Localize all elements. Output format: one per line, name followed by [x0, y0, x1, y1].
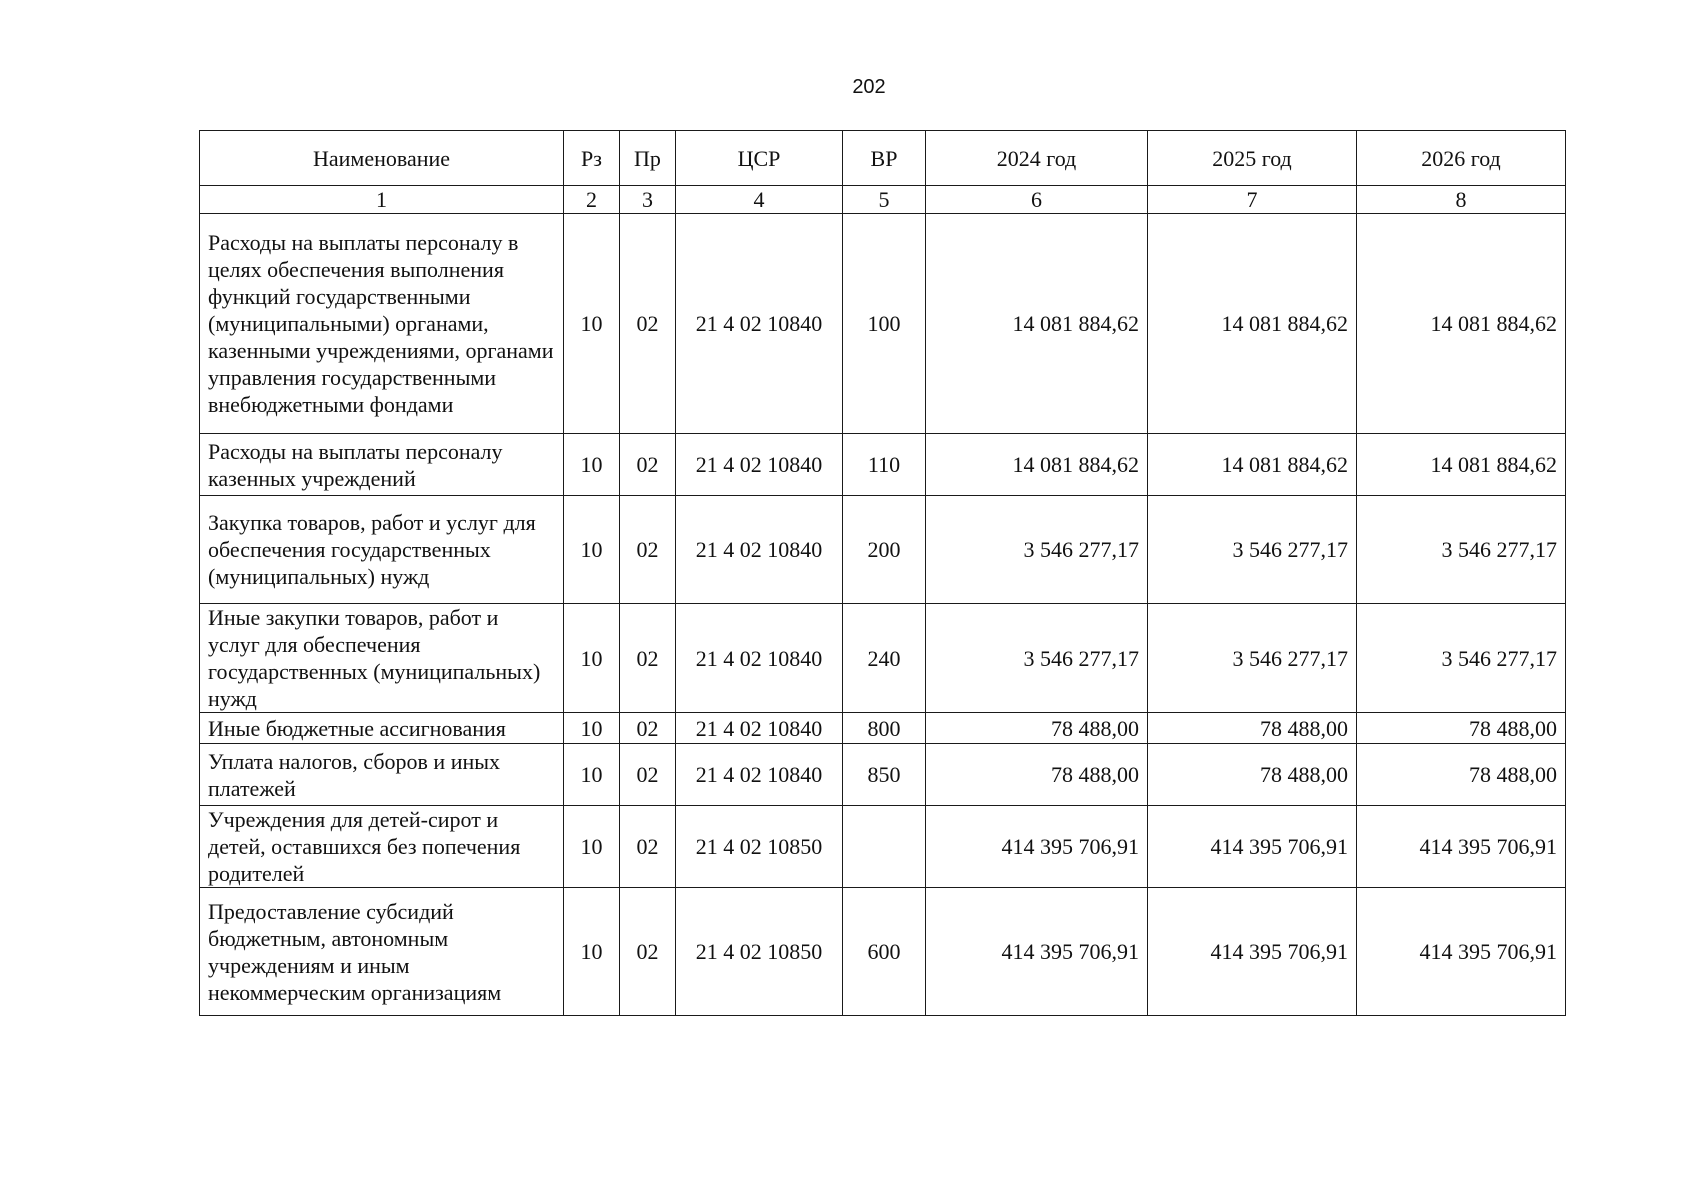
header-vr: ВР	[843, 131, 926, 186]
row-2026: 78 488,00	[1357, 744, 1566, 806]
header-2025: 2025 год	[1148, 131, 1357, 186]
row-vr	[843, 806, 926, 888]
row-name: Закупка товаров, работ и услуг для обеспечения государственных (муниципальных) нужд	[200, 496, 564, 604]
row-2026: 414 395 706,91	[1357, 888, 1566, 1016]
row-2025: 414 395 706,91	[1148, 806, 1357, 888]
row-rz: 10	[564, 888, 620, 1016]
table-row	[200, 434, 1566, 496]
row-2024: 3 546 277,17	[926, 496, 1148, 604]
row-rz: 10	[564, 214, 620, 434]
row-name: Иные закупки товаров, работ и услуг для обеспечения государственных (муниципальных) нужд	[200, 604, 564, 713]
table-row	[200, 888, 1566, 1016]
table-row	[200, 214, 1566, 434]
row-vr: 800	[843, 713, 926, 744]
budget-table	[199, 130, 1566, 1016]
row-rz: 10	[564, 806, 620, 888]
row-name: Иные бюджетные ассигнования	[200, 713, 564, 744]
header-rz: Рз	[564, 131, 620, 186]
row-csr: 21 4 02 10840	[676, 713, 843, 744]
row-pr: 02	[620, 496, 676, 604]
row-pr: 02	[620, 806, 676, 888]
row-vr: 850	[843, 744, 926, 806]
row-rz: 10	[564, 744, 620, 806]
row-2024: 14 081 884,62	[926, 214, 1148, 434]
row-vr: 600	[843, 888, 926, 1016]
column-number: 3	[620, 186, 676, 214]
header-2024: 2024 год	[926, 131, 1148, 186]
header-row	[200, 131, 1566, 186]
row-2025: 78 488,00	[1148, 744, 1357, 806]
row-2024: 14 081 884,62	[926, 434, 1148, 496]
column-number: 2	[564, 186, 620, 214]
row-2025: 78 488,00	[1148, 713, 1357, 744]
row-vr: 110	[843, 434, 926, 496]
row-vr: 240	[843, 604, 926, 713]
header-2026: 2026 год	[1357, 131, 1566, 186]
row-2026: 414 395 706,91	[1357, 806, 1566, 888]
header-csr: ЦСР	[676, 131, 843, 186]
row-csr: 21 4 02 10840	[676, 744, 843, 806]
row-rz: 10	[564, 713, 620, 744]
row-2026: 3 546 277,17	[1357, 496, 1566, 604]
row-pr: 02	[620, 744, 676, 806]
row-name: Расходы на выплаты персоналу казенных учреждений	[200, 434, 564, 496]
row-rz: 10	[564, 434, 620, 496]
row-csr: 21 4 02 10840	[676, 496, 843, 604]
row-2025: 3 546 277,17	[1148, 496, 1357, 604]
row-pr: 02	[620, 888, 676, 1016]
column-number: 4	[676, 186, 843, 214]
row-2026: 14 081 884,62	[1357, 214, 1566, 434]
row-pr: 02	[620, 604, 676, 713]
page-number: 202	[852, 76, 886, 98]
row-2025: 414 395 706,91	[1148, 888, 1357, 1016]
row-2025: 14 081 884,62	[1148, 434, 1357, 496]
row-2024: 78 488,00	[926, 713, 1148, 744]
row-csr: 21 4 02 10840	[676, 214, 843, 434]
column-number-row	[200, 186, 1566, 214]
table-row	[200, 744, 1566, 806]
row-name: Уплата налогов, сборов и иных платежей	[200, 744, 564, 806]
row-2025: 3 546 277,17	[1148, 604, 1357, 713]
column-number: 8	[1357, 186, 1566, 214]
row-2026: 78 488,00	[1357, 713, 1566, 744]
table-row	[200, 496, 1566, 604]
table-row	[200, 806, 1566, 888]
row-2025: 14 081 884,62	[1148, 214, 1357, 434]
row-2026: 3 546 277,17	[1357, 604, 1566, 713]
column-number: 5	[843, 186, 926, 214]
row-2024: 414 395 706,91	[926, 888, 1148, 1016]
row-2024: 78 488,00	[926, 744, 1148, 806]
row-csr: 21 4 02 10840	[676, 604, 843, 713]
row-pr: 02	[620, 713, 676, 744]
row-name: Предоставление субсидий бюджетным, автономным учреждениям и иным некоммерческим организациям	[200, 888, 564, 1016]
row-csr: 21 4 02 10840	[676, 434, 843, 496]
row-2024: 3 546 277,17	[926, 604, 1148, 713]
row-pr: 02	[620, 214, 676, 434]
row-2024: 414 395 706,91	[926, 806, 1148, 888]
row-pr: 02	[620, 434, 676, 496]
row-vr: 200	[843, 496, 926, 604]
row-vr: 100	[843, 214, 926, 434]
table-row	[200, 713, 1566, 744]
row-rz: 10	[564, 496, 620, 604]
row-rz: 10	[564, 604, 620, 713]
header-pr: Пр	[620, 131, 676, 186]
row-name: Учреждения для детей-сирот и детей, оставшихся без попечения родителей	[200, 806, 564, 888]
column-number: 6	[926, 186, 1148, 214]
column-number: 1	[200, 186, 564, 214]
header-name: Наименование	[200, 131, 564, 186]
row-csr: 21 4 02 10850	[676, 806, 843, 888]
row-csr: 21 4 02 10850	[676, 888, 843, 1016]
table-row	[200, 604, 1566, 713]
row-2026: 14 081 884,62	[1357, 434, 1566, 496]
row-name: Расходы на выплаты персоналу в целях обеспечения выполнения функций государственными (муниципальными) органами, казенными учреждениями, органами управления государственными внебюджетными фондами	[200, 214, 564, 434]
column-number: 7	[1148, 186, 1357, 214]
